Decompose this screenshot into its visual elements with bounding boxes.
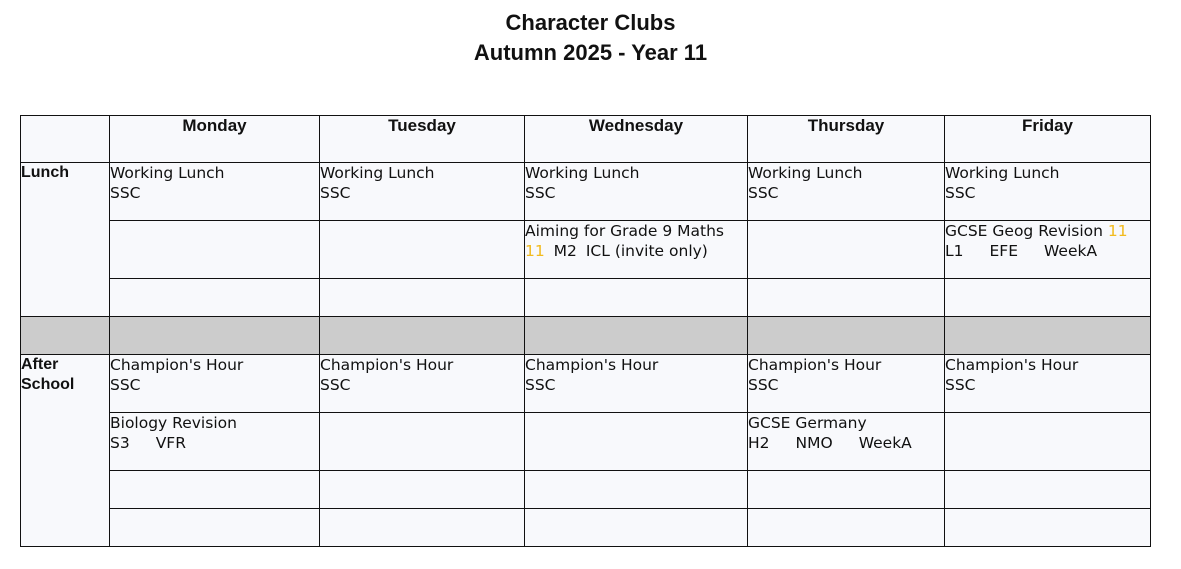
after-school-friday-slot-2 xyxy=(945,413,1151,471)
club-detail: SSC xyxy=(945,184,976,202)
after-school-thursday-slot-3 xyxy=(748,471,945,509)
lunch-wednesday-slot-3 xyxy=(525,279,748,317)
club-name: Champion's Hour xyxy=(945,356,1079,374)
lunch-monday-slot-2 xyxy=(110,221,320,279)
day-header-wednesday: Wednesday xyxy=(525,116,748,163)
year-tag: 11 xyxy=(1107,222,1128,240)
after-school-thursday-slot-1 xyxy=(748,355,945,413)
lunch-wednesday-slot-2 xyxy=(525,221,748,279)
club-detail: SSC xyxy=(748,184,779,202)
club-teacher: NMO xyxy=(795,434,833,452)
club-detail: SSC xyxy=(320,376,351,394)
after-school-slot-row-1 xyxy=(21,355,1151,413)
club-week: WeekA xyxy=(1044,242,1098,260)
after-school-monday-slot-4 xyxy=(110,509,320,547)
separator-cell xyxy=(21,317,110,355)
day-header-monday: Monday xyxy=(110,116,320,163)
timetable-grid xyxy=(20,115,1151,547)
separator-cell xyxy=(110,317,320,355)
lunch-thursday-slot-3 xyxy=(748,279,945,317)
club-room: H2 xyxy=(748,434,770,452)
after-school-wednesday-slot-1 xyxy=(525,355,748,413)
club-name: Champion's Hour xyxy=(748,356,882,374)
club-name: GCSE Germany xyxy=(748,414,867,432)
club-room: M2 xyxy=(553,242,577,260)
club-name: GCSE Geog Revision xyxy=(945,222,1103,240)
lunch-slot-row-2 xyxy=(21,221,1151,279)
after-school-wednesday-slot-2 xyxy=(525,413,748,471)
club-name: Champion's Hour xyxy=(320,356,454,374)
lunch-thursday-slot-1 xyxy=(748,163,945,221)
club-name: Working Lunch xyxy=(748,164,863,182)
lunch-friday-slot-3 xyxy=(945,279,1151,317)
title-line-2: Autumn 2025 - Year 11 xyxy=(473,40,708,65)
lunch-tuesday-slot-1 xyxy=(320,163,525,221)
club-detail xyxy=(945,241,1150,261)
club-detail xyxy=(748,433,944,453)
after-school-tuesday-slot-4 xyxy=(320,509,525,547)
club-teacher: ICL (invite only) xyxy=(585,242,708,260)
separator-cell xyxy=(748,317,945,355)
club-room: L1 xyxy=(945,242,964,260)
club-name: Working Lunch xyxy=(945,164,1060,182)
after-school-friday-slot-1 xyxy=(945,355,1151,413)
title-line-1: Character Clubs xyxy=(505,10,676,35)
after-school-thursday-slot-2 xyxy=(748,413,945,471)
club-week: WeekA xyxy=(858,434,912,452)
after-school-wednesday-slot-4 xyxy=(525,509,748,547)
separator-cell xyxy=(525,317,748,355)
lunch-thursday-slot-2 xyxy=(748,221,945,279)
after-school-slot-row-2 xyxy=(21,413,1151,471)
year-tag: 11 xyxy=(525,242,545,260)
club-room: S3 xyxy=(110,434,130,452)
club-name: Champion's Hour xyxy=(525,356,659,374)
club-detail xyxy=(110,433,319,453)
lunch-monday-slot-3 xyxy=(110,279,320,317)
after-school-friday-slot-3 xyxy=(945,471,1151,509)
club-name: Working Lunch xyxy=(525,164,640,182)
day-header-friday: Friday xyxy=(945,116,1151,163)
separator-cell xyxy=(320,317,525,355)
club-name: Aiming for Grade 9 Maths xyxy=(525,222,724,240)
day-header-thursday: Thursday xyxy=(748,116,945,163)
lunch-tuesday-slot-2 xyxy=(320,221,525,279)
after-school-wednesday-slot-3 xyxy=(525,471,748,509)
after-school-tuesday-slot-1 xyxy=(320,355,525,413)
lunch-friday-slot-2 xyxy=(945,221,1151,279)
page-title xyxy=(0,8,1181,68)
club-name: Working Lunch xyxy=(110,164,225,182)
after-school-slot-row-3 xyxy=(21,471,1151,509)
club-name: Working Lunch xyxy=(320,164,435,182)
corner-cell xyxy=(21,116,110,163)
after-school-monday-slot-2 xyxy=(110,413,320,471)
lunch-friday-slot-1 xyxy=(945,163,1151,221)
club-detail: SSC xyxy=(110,184,141,202)
after-school-tuesday-slot-2 xyxy=(320,413,525,471)
lunch-row-label xyxy=(21,163,110,317)
club-detail: SSC xyxy=(320,184,351,202)
after-school-thursday-slot-4 xyxy=(748,509,945,547)
lunch-monday-slot-1 xyxy=(110,163,320,221)
club-detail: SSC xyxy=(525,376,556,394)
club-detail: SSC xyxy=(110,376,141,394)
after-school-friday-slot-4 xyxy=(945,509,1151,547)
club-detail: SSC xyxy=(945,376,976,394)
club-detail xyxy=(525,241,747,261)
lunch-slot-row-1 xyxy=(21,163,1151,221)
lunch-wednesday-slot-1 xyxy=(525,163,748,221)
after-school-monday-slot-3 xyxy=(110,471,320,509)
lunch-slot-row-3 xyxy=(21,279,1151,317)
lunch-label-text: Lunch xyxy=(21,164,69,181)
separator-row xyxy=(21,317,1151,355)
club-name: Biology Revision xyxy=(110,414,237,432)
after-school-monday-slot-1 xyxy=(110,355,320,413)
day-header-tuesday: Tuesday xyxy=(320,116,525,163)
day-header-row xyxy=(21,116,1151,163)
after-school-row-label xyxy=(21,355,110,547)
after-school-slot-row-4 xyxy=(21,509,1151,547)
club-name: Champion's Hour xyxy=(110,356,244,374)
lunch-tuesday-slot-3 xyxy=(320,279,525,317)
club-detail: SSC xyxy=(748,376,779,394)
club-name-line xyxy=(945,221,1150,241)
club-teacher: EFE xyxy=(989,242,1019,260)
separator-cell xyxy=(945,317,1151,355)
after-school-label-line-1: After xyxy=(21,356,59,373)
club-teacher: VFR xyxy=(155,434,186,452)
after-school-label-line-2: School xyxy=(21,376,75,393)
club-detail: SSC xyxy=(525,184,556,202)
after-school-tuesday-slot-3 xyxy=(320,471,525,509)
